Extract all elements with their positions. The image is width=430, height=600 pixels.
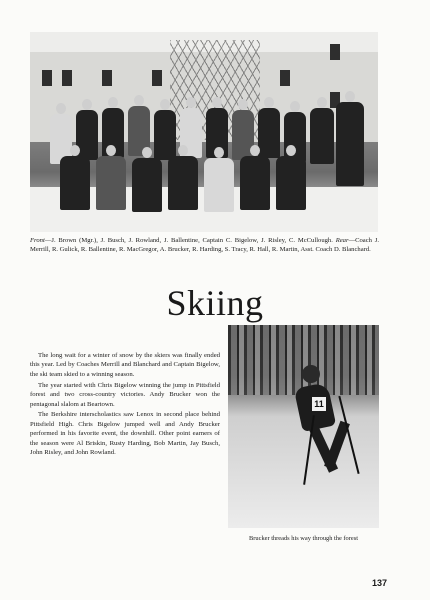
team-photo-caption [30,237,379,254]
body-paragraph: The year started with Chris Bigelow winning the jump in Pittsfield forest and two cross-country victories. Andy Brucker won the pentagonal slalom at Beartown. [30,381,220,408]
body-paragraph: The long wait for a winter of snow by the skiers was finally ended this year. Led by Coaches Merrill and Blanchard and Captain Bigelow, the ski team skied to a winning season. [30,352,220,378]
caption-rear-names: —Coach J. Merrill, R. Gulick, R. Ballentine, R. MacGregor, A. Brucker, R. Harding, S. Tracy, R. Hall, R. Martin, Asst. Coach D. Blanchard. [30,237,379,253]
skier-photo [228,325,379,528]
article-body [30,351,220,459]
page-title: Skiing [166,283,264,323]
team-photo [30,32,378,232]
caption-front-label: Front [30,237,45,244]
caption-front-names: —J. Brown (Mgr.), J. Busch, J. Rowland, J. Ballentine, Captain C. Bigelow, J. Risley, C. McCullough. [44,237,333,244]
skier-photo-caption: Brucker threads his way through the forest [249,535,358,542]
body-paragraph: The Berkshire interscholastics saw Lenox in second place behind Pittsfield High. Chris Bigelow jumped well and Andy Brucker performed in his favorite event, the downhill. Other point earners of the season were Al Briskin, Rusty Harding, Bob Martin, Jay Busch, John Risley, and John Rowland. [30,411,220,457]
page-number: 137 [372,578,388,588]
skier-bib: 11 [312,397,326,411]
forest-background [228,325,379,395]
skier-head [302,365,320,383]
caption-rear-label: Rear [335,237,349,244]
